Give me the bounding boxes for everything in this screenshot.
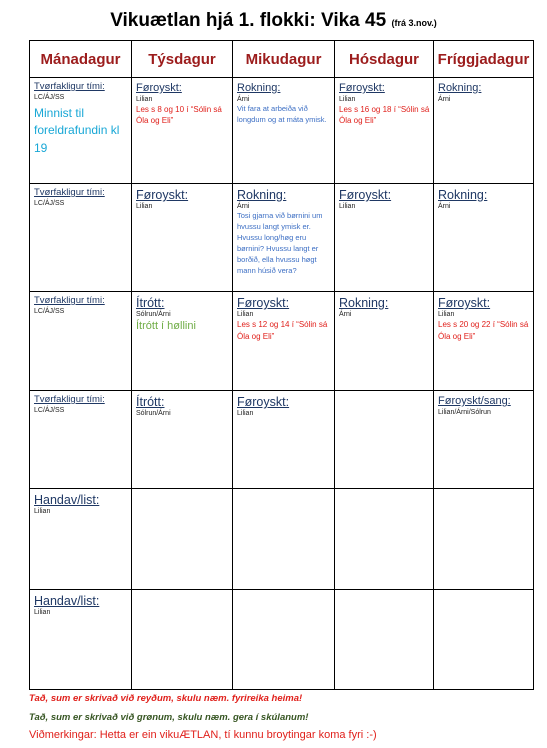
subject-label: Rokning: xyxy=(339,296,389,310)
lesson-cell xyxy=(233,292,335,391)
day-header-tuesday: Týsdagur xyxy=(132,41,233,78)
teacher-label: Lilian xyxy=(438,311,455,319)
title-sub: (frá 3.nov.) xyxy=(391,18,437,28)
lesson-cell xyxy=(132,391,233,489)
lesson-cell xyxy=(30,184,132,292)
table-row xyxy=(30,489,534,590)
teacher-label: Lilian/Árni/Sólrun xyxy=(438,408,491,416)
teacher-label: Lilian xyxy=(237,311,254,319)
subject-label: Ítrótt: xyxy=(136,296,165,310)
table-row xyxy=(30,590,534,690)
teacher-label: Sólrun/Árni xyxy=(136,311,171,319)
lesson-cell xyxy=(335,489,434,590)
subject-label: Føroyskt/sang: xyxy=(438,395,511,407)
lesson-cell xyxy=(434,184,534,292)
lesson-cell xyxy=(434,391,534,489)
homework-note: Les s 16 og 18 í “Sólin sá Óla og Eli” xyxy=(339,104,430,126)
lesson-cell xyxy=(132,184,233,292)
subject-label: Tvørfakligur tími: xyxy=(34,81,105,92)
homework-note: Les s 8 og 10 í “Sólin sá Óla og Eli” xyxy=(136,104,222,126)
lesson-cell xyxy=(132,292,233,391)
lesson-cell xyxy=(335,184,434,292)
subject-label: Føroyskt: xyxy=(339,82,385,94)
teacher-label: Lilian xyxy=(136,95,153,103)
subject-label: Tvørfakligur tími: xyxy=(34,295,105,306)
subject-label: Rokning: xyxy=(237,82,281,94)
remarks-text: Viðmerkingar: Hetta er ein vikuÆTLAN, tí kunnu broytingar koma fyri :-) xyxy=(29,729,377,741)
teacher-label: Árni xyxy=(438,95,451,103)
lesson-cell xyxy=(434,78,534,184)
teacher-label: Lilian xyxy=(339,203,356,211)
header-row xyxy=(30,41,534,78)
classwork-note: Ítrótt í høllini xyxy=(136,320,196,333)
lesson-cell xyxy=(335,292,434,391)
teacher-label: Lilian xyxy=(34,508,51,516)
lesson-cell xyxy=(233,78,335,184)
lesson-cell xyxy=(434,489,534,590)
homework-note: Les s 12 og 14 í “Sólin sá Óla og Eli” xyxy=(237,320,328,342)
teacher-label: LC/ÁJ/SS xyxy=(34,307,65,315)
weekly-plan-table xyxy=(29,40,534,690)
day-header-wednesday: Mikudagur xyxy=(233,41,335,78)
lesson-cell xyxy=(30,590,132,690)
subject-label: Tvørfakligur tími: xyxy=(34,394,105,405)
teacher-label: Árni xyxy=(237,203,250,211)
teacher-label: Lilian xyxy=(136,203,153,211)
day-header-thursday: Hósdagur xyxy=(335,41,434,78)
table-row xyxy=(30,184,534,292)
subject-label: Ítrótt: xyxy=(136,395,165,409)
table-row xyxy=(30,391,534,489)
lesson-cell xyxy=(30,489,132,590)
table-row xyxy=(30,78,534,184)
subject-label: Handav/list: xyxy=(34,594,100,608)
homework-note: Les s 20 og 22 í “Sólin sá Óla og Eli” xyxy=(438,320,529,342)
teacher-label: LC/ÁJ/SS xyxy=(34,93,65,101)
teacher-label: Sólrun/Árni xyxy=(136,410,171,418)
subject-label: Rokning: xyxy=(438,188,488,202)
lesson-cell xyxy=(233,590,335,690)
page-title xyxy=(0,10,547,32)
subject-label: Føroyskt: xyxy=(237,296,290,310)
cell-note: Tosi gjarna við børnini um hvussu langt ymisk er. Hvussu long/høg eru børnini? Hvussu langt er borðið, ella hvussu høgt mann húsið vera? xyxy=(237,211,323,275)
subject-label: Tvørfakligur tími: xyxy=(34,187,105,198)
lesson-cell xyxy=(335,78,434,184)
teacher-label: Lilian xyxy=(237,410,254,418)
subject-label: Føroyskt: xyxy=(237,395,290,409)
teacher-label: Árni xyxy=(237,95,250,103)
lesson-cell xyxy=(233,391,335,489)
title-main: Vikuætlan hjá 1. flokki: Vika 45 xyxy=(110,10,392,31)
lesson-cell xyxy=(30,292,132,391)
day-header-monday: Mánadagur xyxy=(30,41,132,78)
cell-note: Minnist til foreldrafundin kl 19 xyxy=(34,106,120,155)
lesson-cell xyxy=(132,590,233,690)
teacher-label: LC/ÁJ/SS xyxy=(34,199,65,207)
lesson-cell xyxy=(30,391,132,489)
cell-note: Vit fara at arbeiða við longdum og at máta ymisk. xyxy=(237,103,327,124)
lesson-cell xyxy=(434,292,534,391)
table-row xyxy=(30,292,534,391)
subject-label: Rokning: xyxy=(237,188,287,202)
subject-label: Handav/list: xyxy=(34,493,100,507)
homework-legend: Tað, sum er skrivað við reyðum, skulu næm. fyrireika heima! xyxy=(29,693,303,704)
lesson-cell xyxy=(132,489,233,590)
lesson-cell xyxy=(335,590,434,690)
teacher-label: Lilian xyxy=(339,95,356,103)
subject-label: Føroyskt: xyxy=(339,188,392,202)
lesson-cell xyxy=(434,590,534,690)
teacher-label: Lilian xyxy=(34,609,51,617)
teacher-label: Árni xyxy=(438,203,451,211)
subject-label: Føroyskt: xyxy=(136,82,182,94)
day-header-friday: Fríggjadagur xyxy=(434,41,534,78)
classwork-legend: Tað, sum er skrivað við grønum, skulu næm. gera í skúlanum! xyxy=(29,712,309,723)
subject-label: Føroyskt: xyxy=(136,188,189,202)
subject-label: Føroyskt: xyxy=(438,296,491,310)
lesson-cell xyxy=(233,489,335,590)
subject-label: Rokning: xyxy=(438,82,482,94)
lesson-cell xyxy=(30,78,132,184)
lesson-cell xyxy=(335,391,434,489)
teacher-label: LC/ÁJ/SS xyxy=(34,406,65,414)
teacher-label: Árni xyxy=(339,311,352,319)
lesson-cell xyxy=(233,184,335,292)
lesson-cell xyxy=(132,78,233,184)
